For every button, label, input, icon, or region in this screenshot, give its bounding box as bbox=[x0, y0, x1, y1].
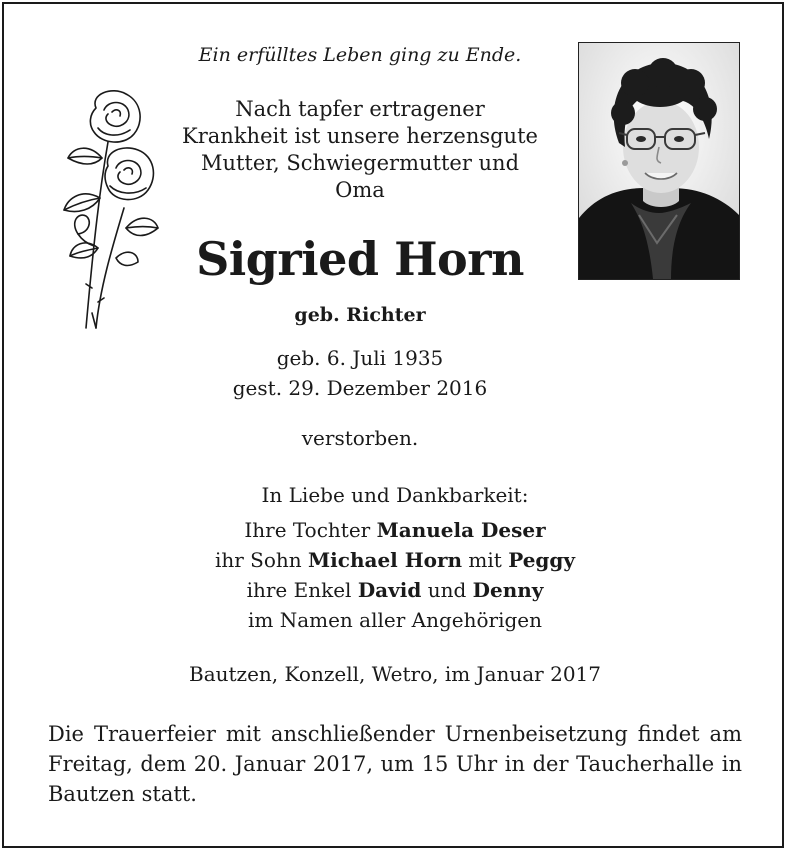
status-text: verstorben. bbox=[301, 426, 419, 450]
son-partner-name: Peggy bbox=[508, 548, 576, 572]
signoff-line: In Liebe und Dankbarkeit: bbox=[261, 483, 529, 507]
portrait-illustration bbox=[579, 43, 739, 279]
portrait-photo bbox=[578, 42, 740, 280]
mourners-list bbox=[150, 515, 640, 635]
mourner-son bbox=[150, 545, 640, 575]
death-date: gest. 29. Dezember 2016 bbox=[232, 376, 488, 400]
daughter-name: Manuela Deser bbox=[376, 518, 546, 542]
son-prefix: ihr Sohn bbox=[214, 548, 302, 572]
birth-date: geb. 6. Juli 1935 bbox=[276, 346, 444, 370]
son-joiner: mit bbox=[468, 548, 502, 572]
grandchild-name: David bbox=[357, 578, 422, 602]
rose-icon bbox=[38, 88, 162, 332]
birth-name: geb. Richter bbox=[294, 304, 426, 326]
intro-line: Ein erfülltes Leben ging zu Ende. bbox=[198, 44, 522, 66]
son-name: Michael Horn bbox=[308, 548, 463, 572]
deceased-name: Sigried Horn bbox=[196, 232, 524, 286]
mourner-grandchildren bbox=[150, 575, 640, 605]
grandchild-name: Denny bbox=[472, 578, 544, 602]
life-dates bbox=[150, 343, 570, 403]
announcement-text: Nach tapfer ertragener Krankheit ist unsere herzensgute Mutter, Schwiegermutter und Oma bbox=[182, 97, 538, 202]
grandchildren-joiner: und bbox=[427, 578, 467, 602]
mourner-relatives: im Namen aller Angehörigen bbox=[247, 608, 542, 632]
ceremony-paragraph: Die Trauerfeier mit anschließender Urnenbeisetzung findet am Freitag, dem 20. Januar 2017, um 15 Uhr in der Taucherhalle in Bautzen statt. bbox=[48, 722, 742, 806]
mourner-daughter bbox=[150, 515, 640, 545]
daughter-prefix: Ihre Tochter bbox=[244, 518, 371, 542]
place-date-line: Bautzen, Konzell, Wetro, im Januar 2017 bbox=[189, 662, 601, 686]
grandchildren-prefix: ihre Enkel bbox=[246, 578, 352, 602]
